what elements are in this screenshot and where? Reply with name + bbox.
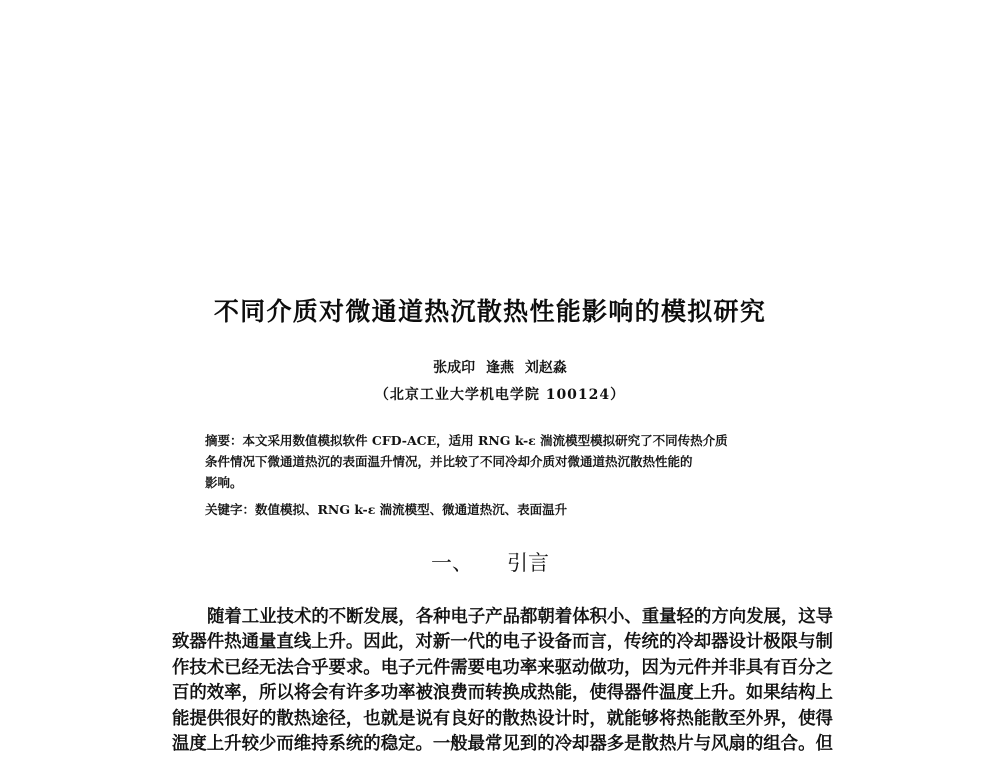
body-line: 致器件热通量直线上升。因此，对新一代的电子设备而言，传统的冷却器设计极限与制 xyxy=(172,632,833,653)
paper-title: 不同介质对微通道热沉散热性能影响的模拟研究 xyxy=(213,297,767,326)
body-paragraph xyxy=(172,605,834,757)
abstract-label: 摘要： xyxy=(205,433,243,448)
keywords-label: 关键字： xyxy=(205,502,256,517)
body-line: 温度上升较少而维持系统的稳定。一般最常见到的冷却器多是散热片与风扇的组合。但 xyxy=(172,734,833,755)
abstract-line xyxy=(205,430,805,451)
keywords-text: 数值模拟、RNG k-ε 湍流模型、微通道热沉、表面温升 xyxy=(255,502,568,517)
body-line: 作技术已经无法合乎要求。电子元件需要电功率来驱动做功，因为元件并非具有百分之 xyxy=(172,657,833,678)
body-line: 能提供很好的散热途径，也就是说有良好的散热设计时，就能够将热能散至外界，使得 xyxy=(172,708,833,729)
body-line: 百的效率，所以将会有许多功率被浪费而转换成热能，使得器件温度上升。如果结构上 xyxy=(172,683,833,704)
section-heading xyxy=(420,548,560,578)
paper-affiliation: （北京工业大学机电学院 100124） xyxy=(374,387,626,403)
abstract-text: 本文采用数值模拟软件 CFD-ACE，适用 RNG k-ε 湍流模型模拟研究了不同传热介质 xyxy=(242,433,728,448)
keywords-block xyxy=(205,499,805,520)
abstract-line: 条件情况下微通道热沉的表面温升情况，并比较了不同冷却介质对微通道热沉散热性能的 xyxy=(205,454,693,469)
paper-authors: 张成印 逢燕 刘赵淼 xyxy=(433,360,567,376)
section-title: 引言 xyxy=(507,551,549,575)
abstract-line: 影响。 xyxy=(205,475,243,490)
section-number: 一、 xyxy=(431,551,473,575)
abstract-block xyxy=(205,430,805,493)
body-line: 随着工业技术的不断发展，各种电子产品都朝着体积小、重量轻的方向发展，这导 xyxy=(207,607,834,627)
